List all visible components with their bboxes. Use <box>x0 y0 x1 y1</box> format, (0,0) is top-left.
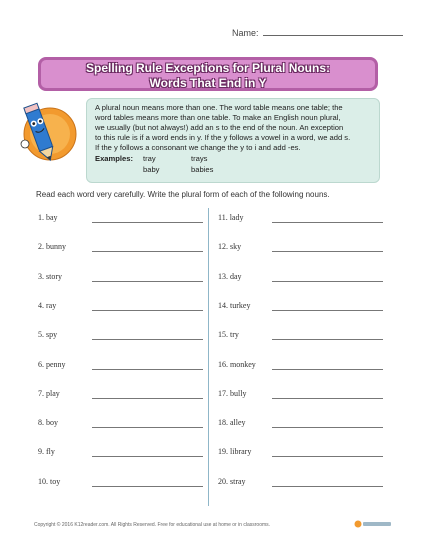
word-label: 5. spy <box>38 330 58 339</box>
title-line-2: Words That End in Y <box>149 76 267 90</box>
word-label: 10. toy <box>38 477 61 486</box>
info-line-1: A plural noun means more than one. The word table means one table; the <box>95 103 343 112</box>
word-label: 12. sky <box>218 242 242 251</box>
answer-line[interactable] <box>92 222 203 223</box>
info-line-2: word tables means more than one table. To make an English noun plural, <box>95 113 341 122</box>
answer-line[interactable] <box>272 222 383 223</box>
example-plural: babies <box>191 165 214 174</box>
copyright-footer: Copyright © 2016 K12reader.com. All Rights Reserved. Free for educational use at home or in classrooms. <box>34 522 271 528</box>
info-line-5: If the y follows a consonant we change the y to i and add -es. <box>95 143 301 152</box>
example-plural: trays <box>191 154 208 163</box>
word-label: 8. boy <box>38 418 58 427</box>
k12reader-logo <box>353 518 393 530</box>
example-singular: tray <box>143 154 156 163</box>
answer-line[interactable] <box>272 251 383 252</box>
worksheet-title-banner <box>38 57 378 91</box>
answer-line[interactable] <box>92 339 203 340</box>
answer-line[interactable] <box>272 486 383 487</box>
answer-line[interactable] <box>92 427 203 428</box>
example-row <box>95 154 371 164</box>
word-label: 17. bully <box>218 389 247 398</box>
info-line-3: we usually (but not always!) add an s to the end of the noun. An exception <box>95 123 344 132</box>
word-label: 6. penny <box>38 360 66 369</box>
answer-line[interactable] <box>272 398 383 399</box>
examples-label: Examples: <box>95 154 133 163</box>
word-label: 15. try <box>218 330 239 339</box>
answer-line[interactable] <box>92 251 203 252</box>
answer-line[interactable] <box>92 456 203 457</box>
column-divider <box>208 208 209 506</box>
answer-line[interactable] <box>272 310 383 311</box>
word-label: 1. bay <box>38 213 58 222</box>
instructions: Read each word very carefully. Write the plural form of each of the following nouns. <box>36 190 330 199</box>
answer-line[interactable] <box>272 456 383 457</box>
pencil-mascot-icon <box>16 96 78 166</box>
word-label: 18. alley <box>218 418 246 427</box>
rule-explanation-box <box>86 98 380 183</box>
word-label: 3. story <box>38 272 62 281</box>
answer-line[interactable] <box>272 369 383 370</box>
answer-line[interactable] <box>272 339 383 340</box>
name-input-line[interactable] <box>263 27 403 36</box>
answer-line[interactable] <box>92 369 203 370</box>
example-row <box>95 165 371 175</box>
name-field <box>232 27 403 38</box>
word-label: 13. day <box>218 272 242 281</box>
title-line-1: Spelling Rule Exceptions for Plural Nouns: <box>85 61 331 75</box>
word-label: 20. stray <box>218 477 246 486</box>
answer-line[interactable] <box>92 486 203 487</box>
word-label: 4. ray <box>38 301 57 310</box>
answer-line[interactable] <box>272 427 383 428</box>
word-label: 2. bunny <box>38 242 66 251</box>
word-label: 19. library <box>218 447 252 456</box>
answer-line[interactable] <box>92 310 203 311</box>
answer-line[interactable] <box>92 398 203 399</box>
example-singular: baby <box>143 165 160 174</box>
word-label: 11. lady <box>218 213 244 222</box>
answer-line[interactable] <box>272 281 383 282</box>
answer-line[interactable] <box>92 281 203 282</box>
word-label: 14. turkey <box>218 301 251 310</box>
info-line-4: to this rule is if a word ends in y. If the y follows a vowel in a word, we add s. <box>95 133 351 142</box>
word-label: 9. fly <box>38 447 55 456</box>
word-label: 16. monkey <box>218 360 256 369</box>
name-label: Name: <box>232 28 259 38</box>
word-label: 7. play <box>38 389 60 398</box>
